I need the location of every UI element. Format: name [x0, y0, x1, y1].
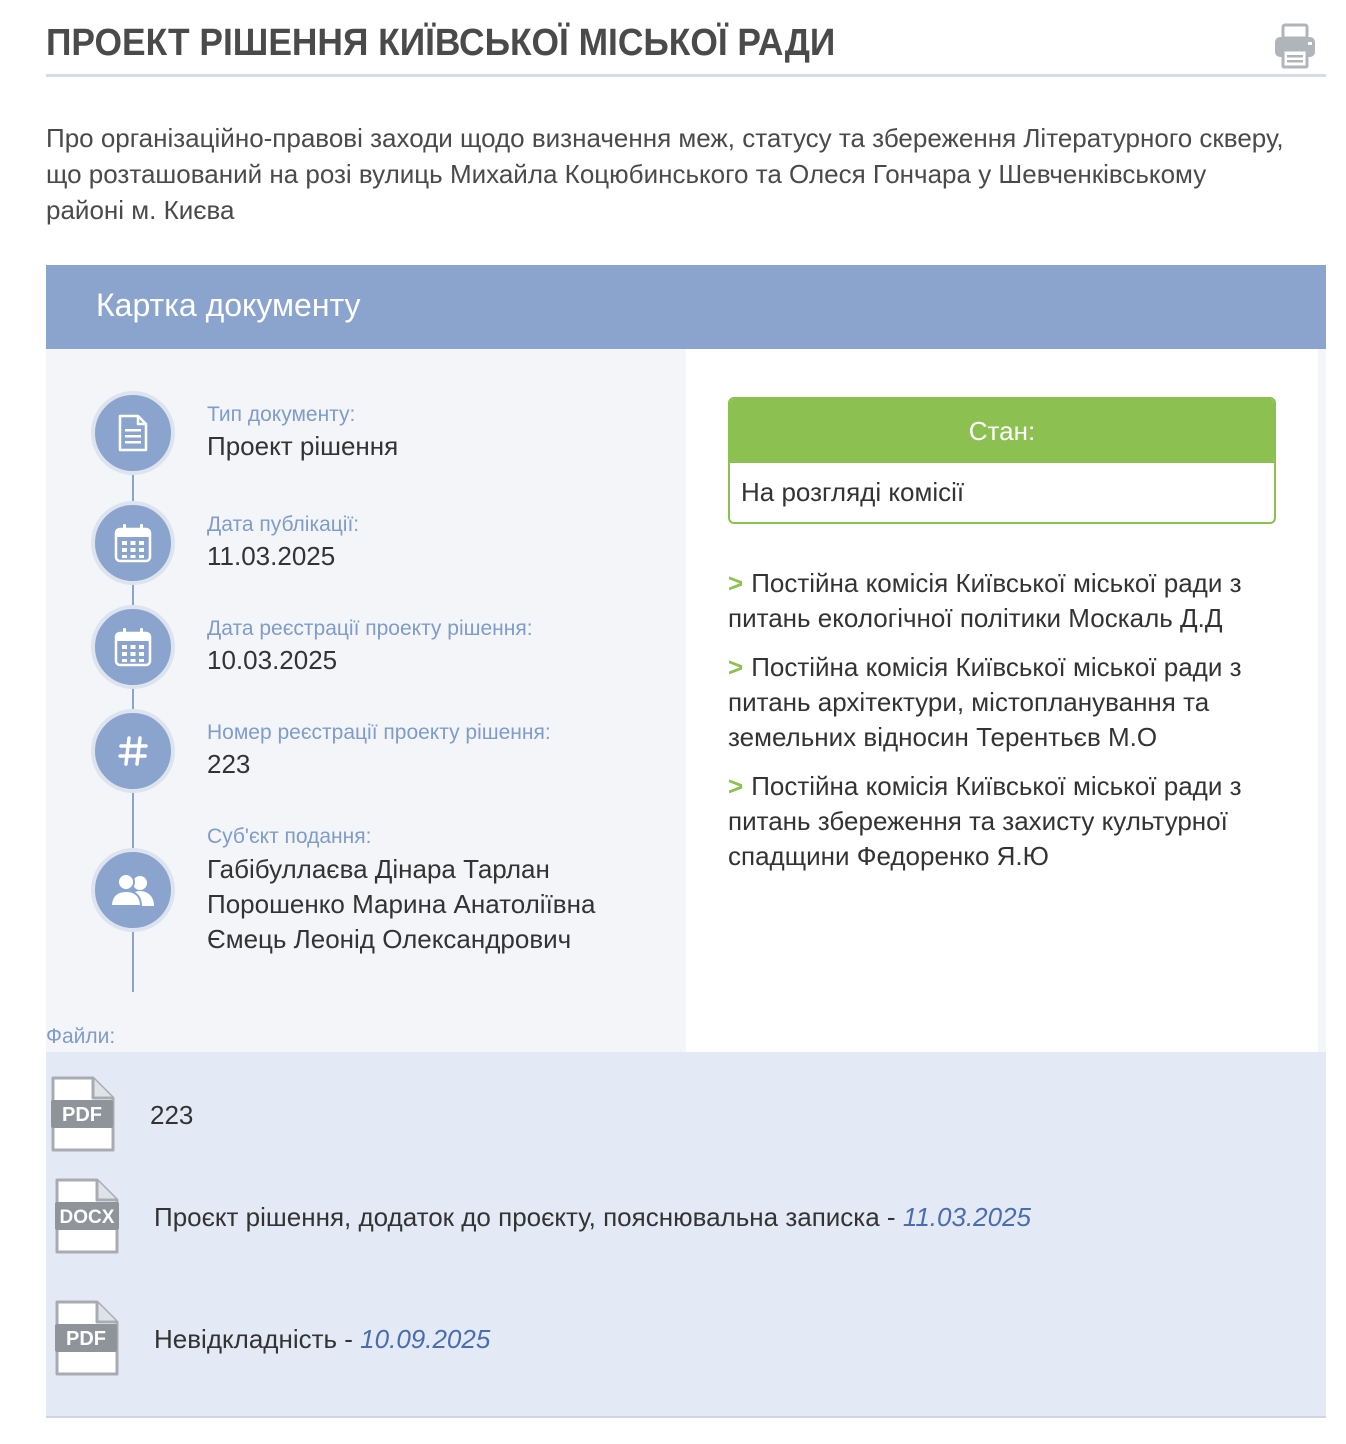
- status-box: [728, 397, 1276, 524]
- pub-date-value: 11.03.2025: [207, 541, 336, 571]
- files-panel: [46, 1052, 1326, 1418]
- committee-link[interactable]: [728, 650, 1288, 755]
- submitter-badge: [91, 848, 175, 932]
- document-description: Про організаційно-правові заходи щодо визначення меж, статусу та збереження Літературного скверу, що розташований на розі вулиць Михайла Коцюбинського та Олеся Гончара у Шевченківському районі м. Києва: [46, 123, 1284, 225]
- file-date: 11.03.2025: [902, 1202, 1032, 1232]
- panel-edge: [1318, 349, 1326, 1052]
- pub-date-badge: [91, 501, 175, 585]
- chevron-right-icon: >: [728, 771, 744, 801]
- submitter-label: Суб'єкт подання:: [207, 825, 372, 848]
- doc-type-value: Проект рішення: [207, 431, 399, 461]
- reg-number-value: 223: [207, 749, 251, 779]
- submitter-list: [207, 852, 595, 957]
- document-icon: [117, 414, 149, 452]
- file-link[interactable]: [46, 1178, 1326, 1258]
- printer-icon: [1272, 22, 1318, 70]
- committee-list: [728, 566, 1288, 888]
- title-divider: [46, 74, 1326, 77]
- file-link[interactable]: [46, 1300, 1326, 1380]
- files-label: Файли:: [46, 1025, 116, 1048]
- file-type-label: PDF: [62, 1104, 102, 1126]
- file-name: Невідкладність - 10.09.2025: [154, 1324, 491, 1354]
- reg-date-label: Дата реєстрації проекту рішення:: [207, 617, 533, 640]
- file-name: Проєкт рішення, додаток до проєкту, пояснювальна записка - 11.03.2025: [154, 1202, 1032, 1232]
- submitter-name: Габібуллаєва Дінара Тарлан: [207, 854, 550, 884]
- committee-link[interactable]: [728, 769, 1288, 874]
- reg-date-badge: [91, 605, 175, 689]
- file-link[interactable]: [46, 1076, 1326, 1156]
- status-value: На розгляді комісії: [741, 477, 965, 507]
- doc-type-badge: [91, 391, 175, 475]
- calendar-icon: [114, 627, 152, 667]
- pub-date-label: Дата публікації:: [207, 513, 360, 536]
- calendar-icon: [114, 523, 152, 563]
- committee-text: Постійна комісія Київської міської ради з питань збереження та захисту культурної спадщини Федоренко Я.Ю: [728, 771, 1242, 871]
- submitter-name: Порошенко Марина Анатоліївна: [207, 889, 596, 919]
- reg-date-value: 10.03.2025: [207, 645, 338, 675]
- pdf-file-icon: [53, 1300, 121, 1376]
- pdf-file-icon: [49, 1076, 117, 1152]
- hash-icon: [118, 735, 148, 767]
- reg-number-badge: [91, 709, 175, 793]
- chevron-right-icon: >: [728, 568, 744, 598]
- file-type-label: DOCX: [59, 1207, 115, 1228]
- file-date: 10.09.2025: [360, 1324, 491, 1354]
- submitter-name: Ємець Леонід Олександрович: [207, 924, 572, 954]
- doc-type-label: Тип документу:: [207, 403, 356, 426]
- committee-text: Постійна комісія Київської міської ради з питань архітектури, містопланування та земельних відносин Терентьєв М.О: [728, 652, 1242, 752]
- reg-number-label: Номер реєстрації проекту рішення:: [207, 721, 551, 744]
- card-title: Картка документу: [96, 287, 361, 323]
- committee-text: Постійна комісія Київської міської ради з питань екологічної політики Москаль Д.Д: [728, 568, 1242, 633]
- page-title: ПРОЕКТ РІШЕННЯ КИЇВСЬКОЇ МІСЬКОЇ РАДИ: [46, 22, 836, 64]
- users-icon: [110, 873, 156, 907]
- print-button[interactable]: [1272, 22, 1318, 70]
- committee-link[interactable]: [728, 566, 1288, 636]
- chevron-right-icon: >: [728, 652, 744, 682]
- docx-file-icon: [53, 1178, 121, 1254]
- file-name: 223: [150, 1100, 194, 1130]
- status-label: Стан:: [730, 399, 1274, 463]
- file-type-label: PDF: [66, 1328, 106, 1350]
- card-header: [46, 265, 1326, 349]
